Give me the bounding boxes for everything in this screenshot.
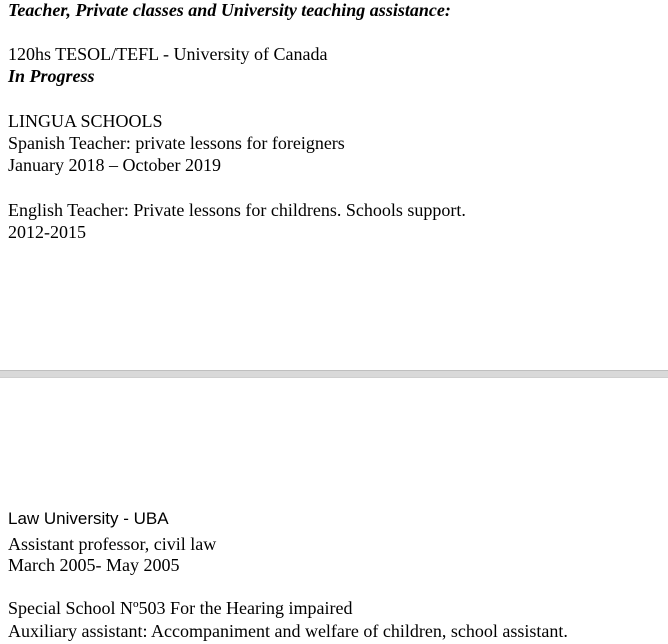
lingua-school-name: LINGUA SCHOOLS xyxy=(8,111,163,131)
lingua-dates: January 2018 – October 2019 xyxy=(8,155,221,175)
lingua-role: Spanish Teacher: private lessons for foreigners xyxy=(8,133,345,153)
law-dates: March 2005- May 2005 xyxy=(8,555,180,575)
course-title: 120hs TESOL/TEFL - University of Canada xyxy=(8,44,328,64)
page-separator xyxy=(0,370,668,378)
section-heading: Teacher, Private classes and University teaching assistance: xyxy=(8,0,451,20)
english-dates: 2012-2015 xyxy=(8,222,86,242)
special-school-name: Special School Nº503 For the Hearing impaired xyxy=(8,598,353,618)
law-role: Assistant professor, civil law xyxy=(8,534,217,554)
document-page-2 xyxy=(0,378,668,644)
law-institution: Law University - UBA xyxy=(8,509,169,528)
english-role: English Teacher: Private lessons for childrens. Schools support. xyxy=(8,200,466,220)
special-school-role: Auxiliary assistant: Accompaniment and welfare of children, school assistant. xyxy=(8,621,568,641)
course-status: In Progress xyxy=(8,66,95,86)
